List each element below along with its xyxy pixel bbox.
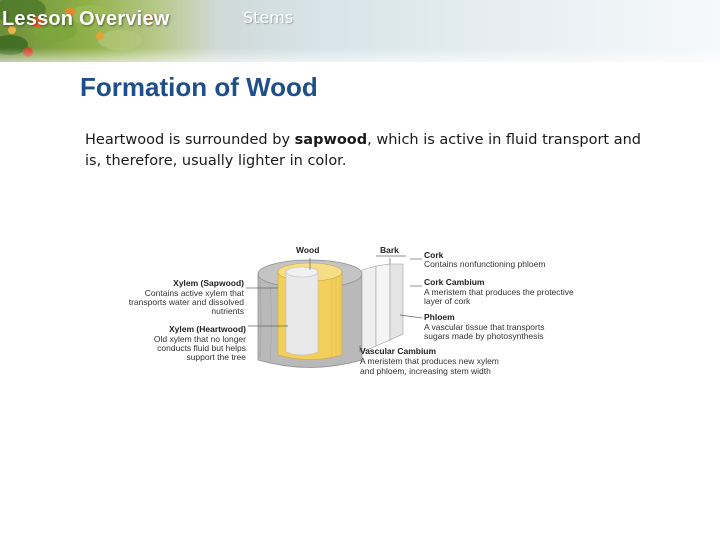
label-xylem-heartwood: Xylem (Heartwood) [169, 324, 246, 334]
header-banner [0, 0, 720, 62]
label-phloem-desc-2: sugars made by photosynthesis [424, 331, 544, 341]
header-fade [0, 48, 720, 72]
label-cork-cambium-desc-1: A meristem that produces the protective [424, 287, 574, 297]
label-xylem-sapwood-desc-3: nutrients [211, 306, 244, 316]
label-vascular-cambium: Vascular Cambium [360, 346, 437, 356]
body-text-before: Heartwood is surrounded by [85, 132, 295, 148]
label-xylem-sapwood: Xylem (Sapwood) [173, 278, 244, 288]
body-text-after: , which is active in fluid transport and is, therefore, usually lighter in color. [85, 132, 641, 169]
label-bark: Bark [380, 245, 399, 255]
label-phloem-desc-1: A vascular tissue that transports [424, 322, 545, 332]
label-cork-cambium: Cork Cambium [424, 277, 485, 287]
label-xylem-heartwood-desc-3: support the tree [186, 352, 246, 362]
label-vascular-cambium-desc-1: A meristem that produces new xylem [360, 356, 499, 366]
label-xylem-sapwood-desc-1: Contains active xylem that [144, 288, 244, 298]
body-paragraph [85, 130, 645, 172]
label-xylem-heartwood-desc-1: Old xylem that no longer [153, 334, 246, 344]
label-cork: Cork [424, 250, 444, 260]
label-cork-cambium-desc-2: layer of cork [424, 296, 471, 306]
wood-formation-diagram [110, 240, 610, 390]
label-phloem: Phloem [424, 312, 455, 322]
topic-label: Stems [243, 8, 294, 27]
label-wood: Wood [296, 245, 320, 255]
lesson-overview-label: Lesson Overview [2, 8, 170, 30]
label-xylem-heartwood-desc-2: conducts fluid but helps [157, 343, 246, 353]
body-text-highlight: sapwood [294, 132, 368, 148]
label-xylem-sapwood-desc-2: transports water and dissolved [128, 297, 244, 307]
label-cork-desc: Contains nonfunctioning phloem [424, 259, 546, 269]
slide-title: Formation of Wood [80, 72, 318, 102]
label-vascular-cambium-desc-2: and phloem, increasing stem width [360, 366, 491, 376]
